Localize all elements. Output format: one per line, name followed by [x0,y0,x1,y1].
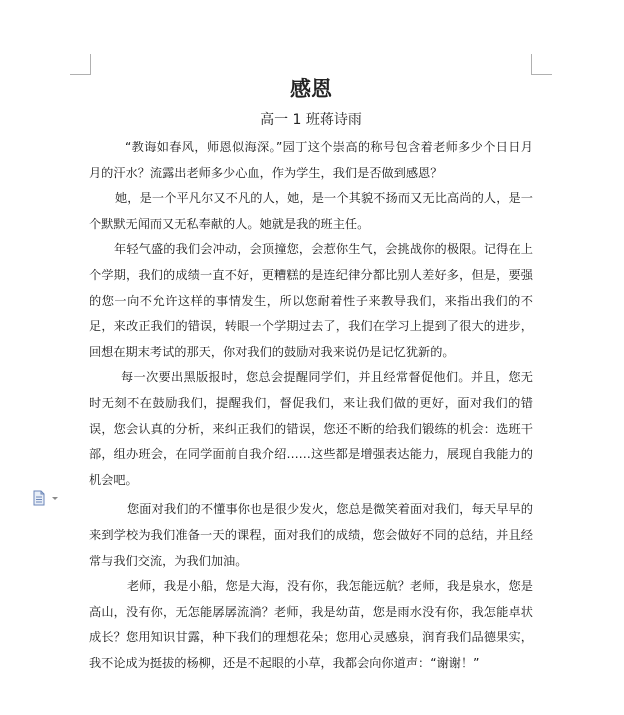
crop-mark-top-right [531,54,552,75]
paragraph-3: 年轻气盛的我们会冲动，会顶撞您，会惹你生气，会挑战你的极限。记得在上个学期，我们的成绩一直不好，更糟糕的是连纪律分都比别人差好多，但是，要强的您一向不允许这样的事情发生，所以您耐着性子来教导我们，来指出我们的不足，来改正我们的错误，转眼一个学期过去了，我们在学习上提到了很大的进步，回想在期末考试的那天，你对我们的鼓励对我来说仍是记忆犹新的。 [89,242,533,359]
paragraph-4: 每一次要出黑版报时，您总会提醒同学们，并且经常督促他们。并且，您无时无刻不在鼓励我们，提醒我们，督促我们，来让我们做的更好，面对我们的错误，您会认真的分析，来纠正我们的错误，您还不断的给我们锻练的机会：选班干部，组办班会，在同学面前自我介绍……这些都是增强表达能力，展现自我能力的机会吧。 [89,370,533,487]
crop-mark-top-left [70,54,91,75]
document-author: 高一 1 班蒋诗雨 [260,112,362,128]
document-title: 感恩 [290,76,332,101]
paragraph-5-text: 您面对我们的不懂事你也是很少发火，您总是微笑着面对我们，每天早早的来到学校为我们准备一天的课程，面对我们的成绩，您会做好不同的总结，并且经常与我们交流，为我们加油。 [89,502,533,568]
paragraph-5 [89,497,533,574]
paragraph-2: 她，是一个平凡尔又不凡的人，她，是一个其貌不扬而又无比高尚的人，是一个默默无闻而又无私奉献的人。她就是我的班主任。 [89,191,533,231]
document-options-icon[interactable] [33,490,63,506]
paragraph-1: “教诲如春风，师恩似海深。”园丁这个崇高的称号包含着老师多少个日日月月的汗水？流露出老师多少心血，作为学生，我们是否做到感恩？ [89,140,533,180]
paragraph-6: 老师，我是小船，您是大海，没有你，我怎能远航？老师，我是泉水，您是高山，没有你，无怎能孱孱流淌？老师，我是幼苗，您是雨水没有你，我怎能卓状成长？您用知识甘露，种下我们的理想花朵；您用心灵感泉，润育我们品德果实，我不论成为挺拔的杨柳，还是不起眼的小草，我都会向你道声：“谢谢！” [89,579,533,670]
document-page[interactable] [89,72,533,676]
